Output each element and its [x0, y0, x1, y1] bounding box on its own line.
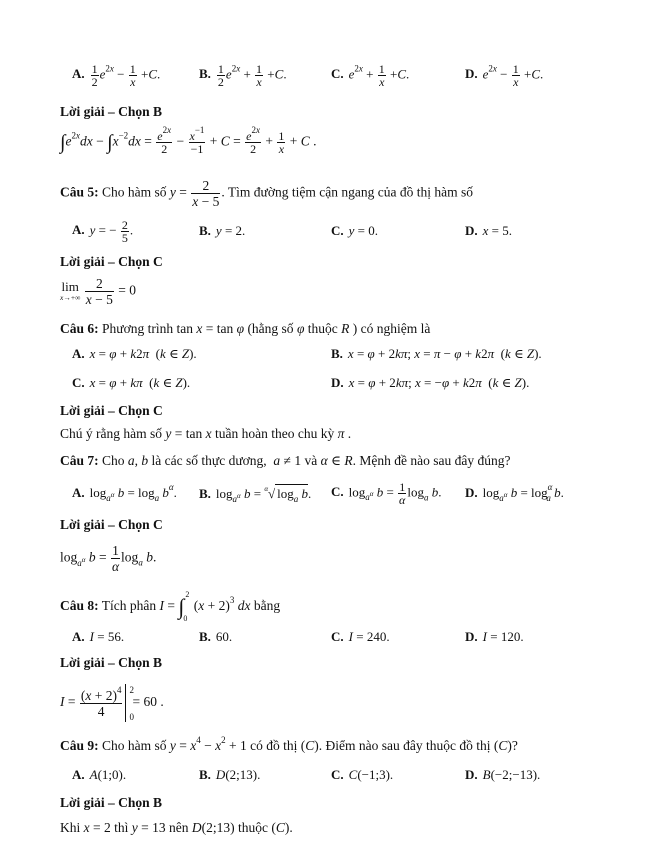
q7-solution-heading: Lời giải – Chọn C	[60, 517, 163, 532]
option-a: A. $\frac{1}{2}$ $e^{2x}$ − $\frac{1}{x}$ +C.	[72, 62, 161, 89]
option-c: C. $e^{2x}$ + $\frac{1}{x}$ +C.	[331, 62, 410, 89]
q5-option-b: B. y = 2.	[199, 223, 246, 238]
option-d: D. $e^{2x}$ − $\frac{1}{x}$ +C.	[465, 62, 544, 89]
q6-solution-note: Chú ý rằng hàm số y = tan x tuần hoàn theo chu kỳ π .	[60, 426, 352, 441]
option-b: B. $\frac{1}{2}$ $e^{2x}$ + $\frac{1}{x}$ +C.	[199, 62, 287, 89]
q9-solution-text: Khi x = 2 thì y = 13 nên D(2;13) thuộc (C).	[60, 820, 293, 835]
q9-option-c: C. C(−1;3).	[331, 767, 394, 782]
q5-solution-heading: Lời giải – Chọn C	[60, 254, 163, 269]
q9-option-b: B. D(2;13).	[199, 767, 261, 782]
q7-option-c: C. $\log_{a^\alpha} b$ = $\frac{1}{\alpha}$ $\log_a b$.	[331, 480, 442, 507]
q7-option-d: D. $\log_{a^\alpha} b = \log^\alpha_a b$.	[465, 482, 564, 503]
q5-option-d: D. x = 5.	[465, 223, 513, 238]
q5-option-c: C. y = 0.	[331, 223, 379, 238]
q9-solution-heading: Lời giải – Chọn B	[60, 795, 163, 810]
question-6: Câu 6: Phương trình tan x = tan φ (hằng số φ thuộc R ) có nghiệm là	[60, 321, 431, 336]
q6-option-a: A. x = φ + k2π (k ∈ Z).	[72, 346, 197, 361]
q8-solution-heading: Lời giải – Chọn B	[60, 655, 163, 670]
question-7: Câu 7: Cho a, b là các số thực dương, a ≠ 1 và α ∈ R. Mệnh đề nào sau đây đúng?	[60, 453, 511, 468]
q6-option-c: C. x = φ + kπ (k ∈ Z).	[72, 375, 191, 390]
q8-option-c: C. I = 240.	[331, 629, 390, 644]
q5-solution-formula: lim x→+∞ $\frac{2}{x - 5}$ = 0	[60, 276, 137, 307]
question-5: Câu 5: Cho hàm số y = $\frac{2}{x - 5}$ . Tìm đường tiệm cận ngang của đồ thị hàm số	[60, 178, 473, 209]
question-9: Câu 9: Cho hàm số $y = x^4 - x^2 + 1$ có đồ thị (C). Điểm nào sau đây thuộc đồ thị (C)?	[60, 735, 518, 753]
q8-option-a: A. I = 56.	[72, 629, 125, 644]
q5-option-a: A. y = − $\frac{2}{5}$ .	[72, 218, 134, 245]
q7-option-b: B. $\log_{a^\alpha} b = ^\alpha√$ $\log_a b$.	[199, 485, 312, 504]
q8-solution-formula: I = $\frac{(x + 2)^4}{4}$ 2 0 = 60 .	[60, 684, 164, 722]
solution-formula: $\int e^{2x}dx - \int x^{-2}dx$ = $\frac{e^{2x}}{2}$ − $\frac{x^{-1}}{-1}$ + C = $\frac{e^{2x}}{2}$ + $\frac{1}{x}$ + C .	[60, 125, 317, 156]
q8-option-d: D. I = 120.	[465, 629, 524, 644]
question-8: Câu 8: Tích phân I = 2 ∫ 0 $(x + 2)^3$ dx bằng	[60, 590, 281, 623]
q8-option-b: B. 60.	[199, 629, 233, 644]
q9-option-d: D. B(−2;−13).	[465, 767, 541, 782]
q6-option-d: D. x = φ + 2kπ; x = −φ + k2π (k ∈ Z).	[331, 375, 530, 390]
q6-option-b: B. x = φ + 2kπ; x = π − φ + k2π (k ∈ Z).	[331, 346, 542, 361]
q7-solution-formula: $\log_{a^\alpha} b$ = $\frac{1}{\alpha}$ $\log_a b$.	[60, 543, 157, 574]
q6-solution-heading: Lời giải – Chọn C	[60, 403, 163, 418]
q9-option-a: A. A(1;0).	[72, 767, 127, 782]
q7-option-a: A. $\log_{a^\alpha} b = \log_a b^\alpha$.	[72, 482, 177, 503]
solution-heading: Lời giải – Chọn B	[60, 104, 163, 119]
